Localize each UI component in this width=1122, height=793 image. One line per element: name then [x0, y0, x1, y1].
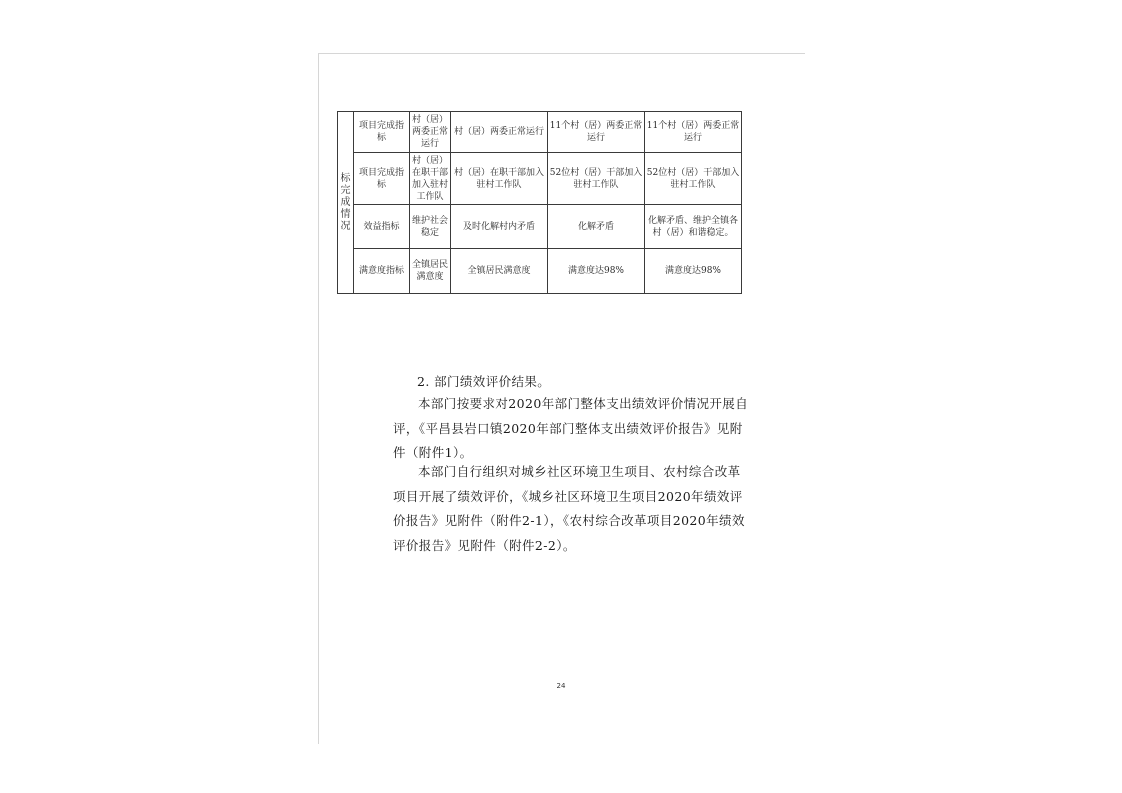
- target-cell: 村（居）两委正常运行: [410, 112, 451, 153]
- target-cell: 村（居）在职干部加入驻村工作队: [410, 153, 451, 205]
- plan-cell: 村（居）在职干部加入驻村工作队: [451, 153, 548, 205]
- actual-cell: 52位村（居）干部加入驻村工作队: [548, 153, 645, 205]
- actual-cell: 11个村（居）两委正常运行: [548, 112, 645, 153]
- indicator-cell: 项目完成指标: [354, 153, 410, 205]
- indicator-cell: 满意度指标: [354, 249, 410, 294]
- result-cell: 满意度达98%: [645, 249, 742, 294]
- plan-cell: 全镇居民满意度: [451, 249, 548, 294]
- target-cell: 全镇居民满意度: [410, 249, 451, 294]
- section-heading: 2. 部门绩效评价结果。: [417, 374, 551, 389]
- table-row: [338, 112, 742, 153]
- plan-cell: 及时化解村内矛盾: [451, 205, 548, 249]
- target-cell: 维护社会稳定: [410, 205, 451, 249]
- body-paragraph: 本部门按要求对2020年部门整体支出绩效评价情况开展自评，《平昌县岩口镇2020年部门整体支出绩效评价报告》见附件（附件1）。: [393, 396, 749, 460]
- side-label-char: 成: [340, 196, 351, 208]
- indicator-cell: 效益指标: [354, 205, 410, 249]
- side-label-char: 况: [340, 220, 351, 232]
- table-row: [338, 153, 742, 205]
- table-row: [338, 249, 742, 294]
- page-number: 24: [556, 682, 566, 690]
- result-cell: 52位村（居）干部加入驻村工作队: [645, 153, 742, 205]
- result-cell: 11个村（居）两委正常运行: [645, 112, 742, 153]
- side-label-char: 情: [340, 208, 351, 220]
- indicator-cell: 项目完成指标: [354, 112, 410, 153]
- side-label-cell: [338, 112, 354, 294]
- plan-cell: 村（居）两委正常运行: [451, 112, 548, 153]
- side-label-char: 标: [340, 172, 351, 184]
- table-row: [338, 205, 742, 249]
- result-cell: 化解矛盾、维护全镇各村（居）和谐稳定。: [645, 205, 742, 249]
- performance-indicator-table: [337, 111, 742, 294]
- body-paragraph: 本部门自行组织对城乡社区环境卫生项目、农村综合改革项目开展了绩效评价，《城乡社区环境卫生项目2020年绩效评价报告》见附件（附件2-1），《农村综合改革项目2020年绩效评价报告》见附件（附件2-2）。: [393, 464, 745, 553]
- side-label-char: 完: [340, 184, 351, 196]
- actual-cell: 满意度达98%: [548, 249, 645, 294]
- actual-cell: 化解矛盾: [548, 205, 645, 249]
